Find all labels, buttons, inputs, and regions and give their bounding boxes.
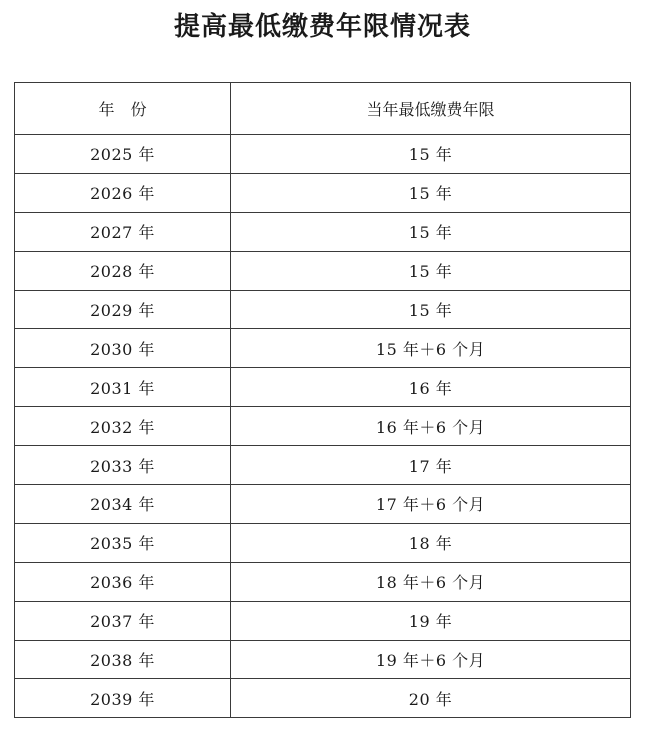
table-row	[15, 523, 631, 562]
min-years-cell: 18 年＋6 个月	[231, 562, 631, 601]
year-cell: 2038 年	[15, 640, 231, 679]
table-row	[15, 601, 631, 640]
table-row	[15, 173, 631, 212]
year-cell: 2039 年	[15, 679, 231, 718]
year-cell: 2031 年	[15, 368, 231, 407]
year-cell: 2036 年	[15, 562, 231, 601]
year-cell: 2037 年	[15, 601, 231, 640]
year-cell: 2034 年	[15, 485, 231, 524]
year-cell: 2033 年	[15, 446, 231, 485]
table-row	[15, 329, 631, 368]
min-years-cell: 19 年＋6 个月	[231, 640, 631, 679]
table-row	[15, 679, 631, 718]
year-cell: 2035 年	[15, 523, 231, 562]
year-cell: 2027 年	[15, 212, 231, 251]
min-years-cell: 15 年	[231, 135, 631, 174]
table-row	[15, 407, 631, 446]
min-years-cell: 15 年	[231, 212, 631, 251]
min-years-cell: 17 年	[231, 446, 631, 485]
min-years-cell: 20 年	[231, 679, 631, 718]
year-cell: 2028 年	[15, 251, 231, 290]
min-years-cell: 15 年＋6 个月	[231, 329, 631, 368]
min-years-cell: 16 年	[231, 368, 631, 407]
min-years-cell: 15 年	[231, 173, 631, 212]
column-header-min-years: 当年最低缴费年限	[231, 83, 631, 135]
table-row	[15, 135, 631, 174]
year-cell: 2032 年	[15, 407, 231, 446]
table-body	[15, 135, 631, 718]
min-years-cell: 17 年＋6 个月	[231, 485, 631, 524]
min-years-cell: 15 年	[231, 290, 631, 329]
min-years-cell: 16 年＋6 个月	[231, 407, 631, 446]
min-contribution-table	[14, 82, 631, 718]
table-header	[15, 83, 631, 135]
year-cell: 2026 年	[15, 173, 231, 212]
min-contribution-table-container	[14, 82, 630, 718]
year-cell: 2030 年	[15, 329, 231, 368]
table-row	[15, 562, 631, 601]
table-header-row	[15, 83, 631, 135]
document-title: 提高最低缴费年限情况表	[173, 12, 471, 42]
table-row	[15, 485, 631, 524]
table-row	[15, 446, 631, 485]
year-cell: 2025 年	[15, 135, 231, 174]
table-row	[15, 290, 631, 329]
table-row	[15, 251, 631, 290]
year-cell: 2029 年	[15, 290, 231, 329]
table-row	[15, 640, 631, 679]
table-row	[15, 368, 631, 407]
min-years-cell: 18 年	[231, 523, 631, 562]
min-years-cell: 19 年	[231, 601, 631, 640]
table-row	[15, 212, 631, 251]
min-years-cell: 15 年	[231, 251, 631, 290]
column-header-year: 年 份	[15, 83, 231, 135]
